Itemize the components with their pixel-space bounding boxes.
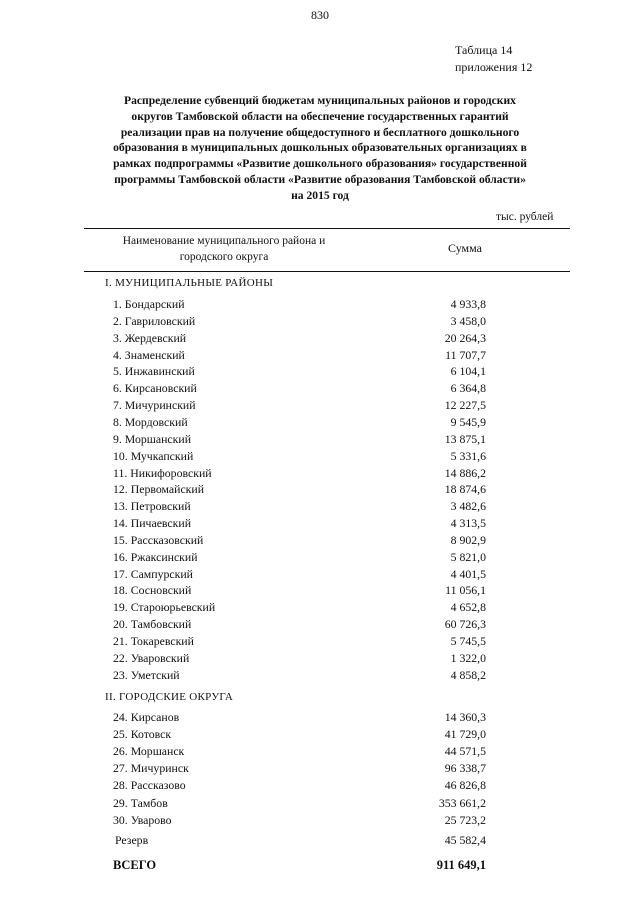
table-row	[0, 617, 640, 634]
row-value: 41 729,0	[444, 727, 486, 742]
row-value: 46 826,8	[444, 778, 486, 793]
row-value: 3 482,6	[450, 499, 486, 514]
table-row	[0, 668, 640, 685]
appendix-table-label: Таблица 14	[455, 43, 513, 57]
page-number: 830	[311, 8, 329, 22]
row-name: 24. Кирсанов	[113, 710, 180, 724]
table-row	[0, 482, 640, 499]
title-line: программы Тамбовской области «Развитие образования Тамбовской области»	[114, 172, 526, 186]
table-row	[0, 778, 640, 795]
document-title	[80, 93, 560, 204]
row-name: 22. Уваровский	[113, 650, 190, 665]
table-row	[0, 364, 640, 381]
row-name: 9. Моршанский	[113, 431, 192, 446]
row-name: 16. Ржаксинский	[113, 549, 198, 564]
row-name: 12. Первомайский	[113, 482, 205, 497]
row-value: 1 322,0	[450, 650, 486, 665]
row-value: 4 652,8	[450, 600, 486, 615]
title-line: образования в муниципальных дошкольных образовательных организациях в	[113, 141, 527, 155]
row-name: 17. Сампурский	[113, 566, 193, 581]
table-row	[0, 348, 640, 365]
row-name: 6. Кирсановский	[113, 381, 197, 396]
table-row	[0, 600, 640, 617]
row-name: 1. Бондарский	[113, 297, 185, 311]
row-name: 18. Сосновский	[113, 583, 192, 598]
reserve-name: Резерв	[115, 833, 149, 847]
table-row	[0, 432, 640, 449]
table-row	[0, 710, 640, 727]
row-name: 15. Рассказовский	[113, 532, 204, 547]
row-value: 5 745,5	[450, 634, 486, 648]
table-row	[0, 761, 640, 778]
row-name: 5. Инжавинский	[113, 364, 195, 379]
row-value: 25 723,2	[444, 812, 486, 827]
row-value: 5 821,0	[450, 549, 486, 564]
table-row	[0, 499, 640, 516]
row-name: 8. Мордовский	[113, 414, 188, 429]
row-name: 20. Тамбовский	[113, 617, 192, 632]
row-value: 12 227,5	[444, 398, 486, 413]
row-value: 6 104,1	[450, 364, 486, 379]
row-name: 23. Уметский	[113, 667, 180, 682]
row-value: 3 458,0	[450, 313, 486, 328]
row-value: 11 056,1	[445, 583, 486, 598]
reserve-row	[0, 833, 640, 850]
row-value: 20 264,3	[444, 330, 486, 345]
table-row	[0, 314, 640, 331]
row-value: 11 707,7	[445, 347, 486, 362]
reserve-value: 45 582,4	[444, 833, 486, 847]
appendix-reference	[455, 42, 532, 76]
total-row	[0, 858, 640, 875]
row-name: 11. Никифоровский	[113, 465, 212, 480]
table-row	[0, 516, 640, 533]
table-row	[0, 744, 640, 761]
table-row	[0, 466, 640, 483]
table-row	[0, 727, 640, 744]
column-header-name-line: Наименование муниципального района и	[122, 235, 326, 247]
section-title-districts: I. МУНИЦИПАЛЬНЫЕ РАЙОНЫ	[105, 277, 274, 289]
row-name: 26. Моршанск	[113, 744, 185, 759]
row-value: 8 902,9	[450, 532, 486, 547]
row-name: 29. Тамбов	[113, 795, 168, 810]
row-value: 13 875,1	[444, 431, 486, 446]
total-value: 911 649,1	[436, 858, 486, 872]
row-value: 4 401,5	[450, 566, 486, 581]
appendix-number-label: приложения 12	[455, 60, 533, 74]
title-line: Распределение субвенций бюджетам муниципальных районов и городских	[124, 94, 516, 107]
row-name: 2. Гавриловский	[113, 313, 196, 328]
column-header-name-line: городского округа	[179, 251, 269, 263]
row-value: 6 364,8	[450, 381, 486, 396]
table-row	[0, 550, 640, 567]
table-row	[0, 583, 640, 600]
table-row	[0, 651, 640, 668]
table-row	[0, 398, 640, 415]
column-header-sum: Сумма	[448, 241, 482, 255]
table-row	[0, 634, 640, 651]
column-header-name	[96, 233, 352, 265]
row-value: 4 933,8	[450, 297, 486, 311]
units-label: тыс. рублей	[496, 211, 554, 223]
table-row	[0, 796, 640, 813]
row-name: 13. Петровский	[113, 499, 191, 514]
row-name: 30. Уварово	[113, 812, 172, 827]
row-value: 4 313,5	[450, 516, 486, 531]
table-row	[0, 813, 640, 830]
row-value: 18 874,6	[444, 482, 486, 497]
row-value: 14 886,2	[444, 465, 486, 480]
table-row	[0, 449, 640, 466]
row-name: 3. Жердевский	[113, 330, 187, 345]
title-line: на 2015 год	[291, 188, 349, 202]
row-name: 28. Рассказово	[113, 778, 186, 793]
table-row	[0, 297, 640, 314]
table-row	[0, 415, 640, 432]
title-line: округов Тамбовской области на обеспечение государственных гарантий	[131, 109, 509, 123]
row-name: 4. Знаменский	[113, 347, 185, 362]
row-name: 19. Староюрьевский	[113, 600, 216, 615]
row-name: 21. Токаревский	[113, 634, 194, 648]
row-value: 44 571,5	[444, 744, 486, 759]
table-row	[0, 381, 640, 398]
title-line: реализации прав на получение общедоступного и бесплатного дошкольного	[120, 125, 520, 139]
row-name: 7. Мичуринский	[113, 398, 196, 413]
row-value: 353 661,2	[438, 795, 486, 810]
total-name: ВСЕГО	[113, 858, 157, 872]
row-name: 10. Мучкапский	[113, 448, 194, 463]
title-line: рамках подпрограммы «Развитие дошкольного образования» государственной	[113, 157, 527, 171]
row-value: 96 338,7	[444, 761, 486, 776]
row-name: 27. Мичуринск	[113, 761, 189, 776]
row-value: 5 331,6	[450, 448, 486, 463]
table-row	[0, 331, 640, 348]
row-value: 9 545,9	[450, 414, 486, 429]
row-name: 25. Котовск	[113, 727, 172, 742]
table-header-rule	[84, 271, 570, 272]
row-name: 14. Пичаевский	[113, 516, 192, 531]
row-value: 14 360,3	[444, 710, 486, 724]
row-value: 60 726,3	[444, 617, 486, 632]
table-row	[0, 567, 640, 584]
table-row	[0, 533, 640, 550]
section-title-city-districts: II. ГОРОДСКИЕ ОКРУГА	[105, 691, 234, 703]
row-value: 4 858,2	[450, 667, 486, 682]
table-top-rule	[84, 228, 570, 229]
